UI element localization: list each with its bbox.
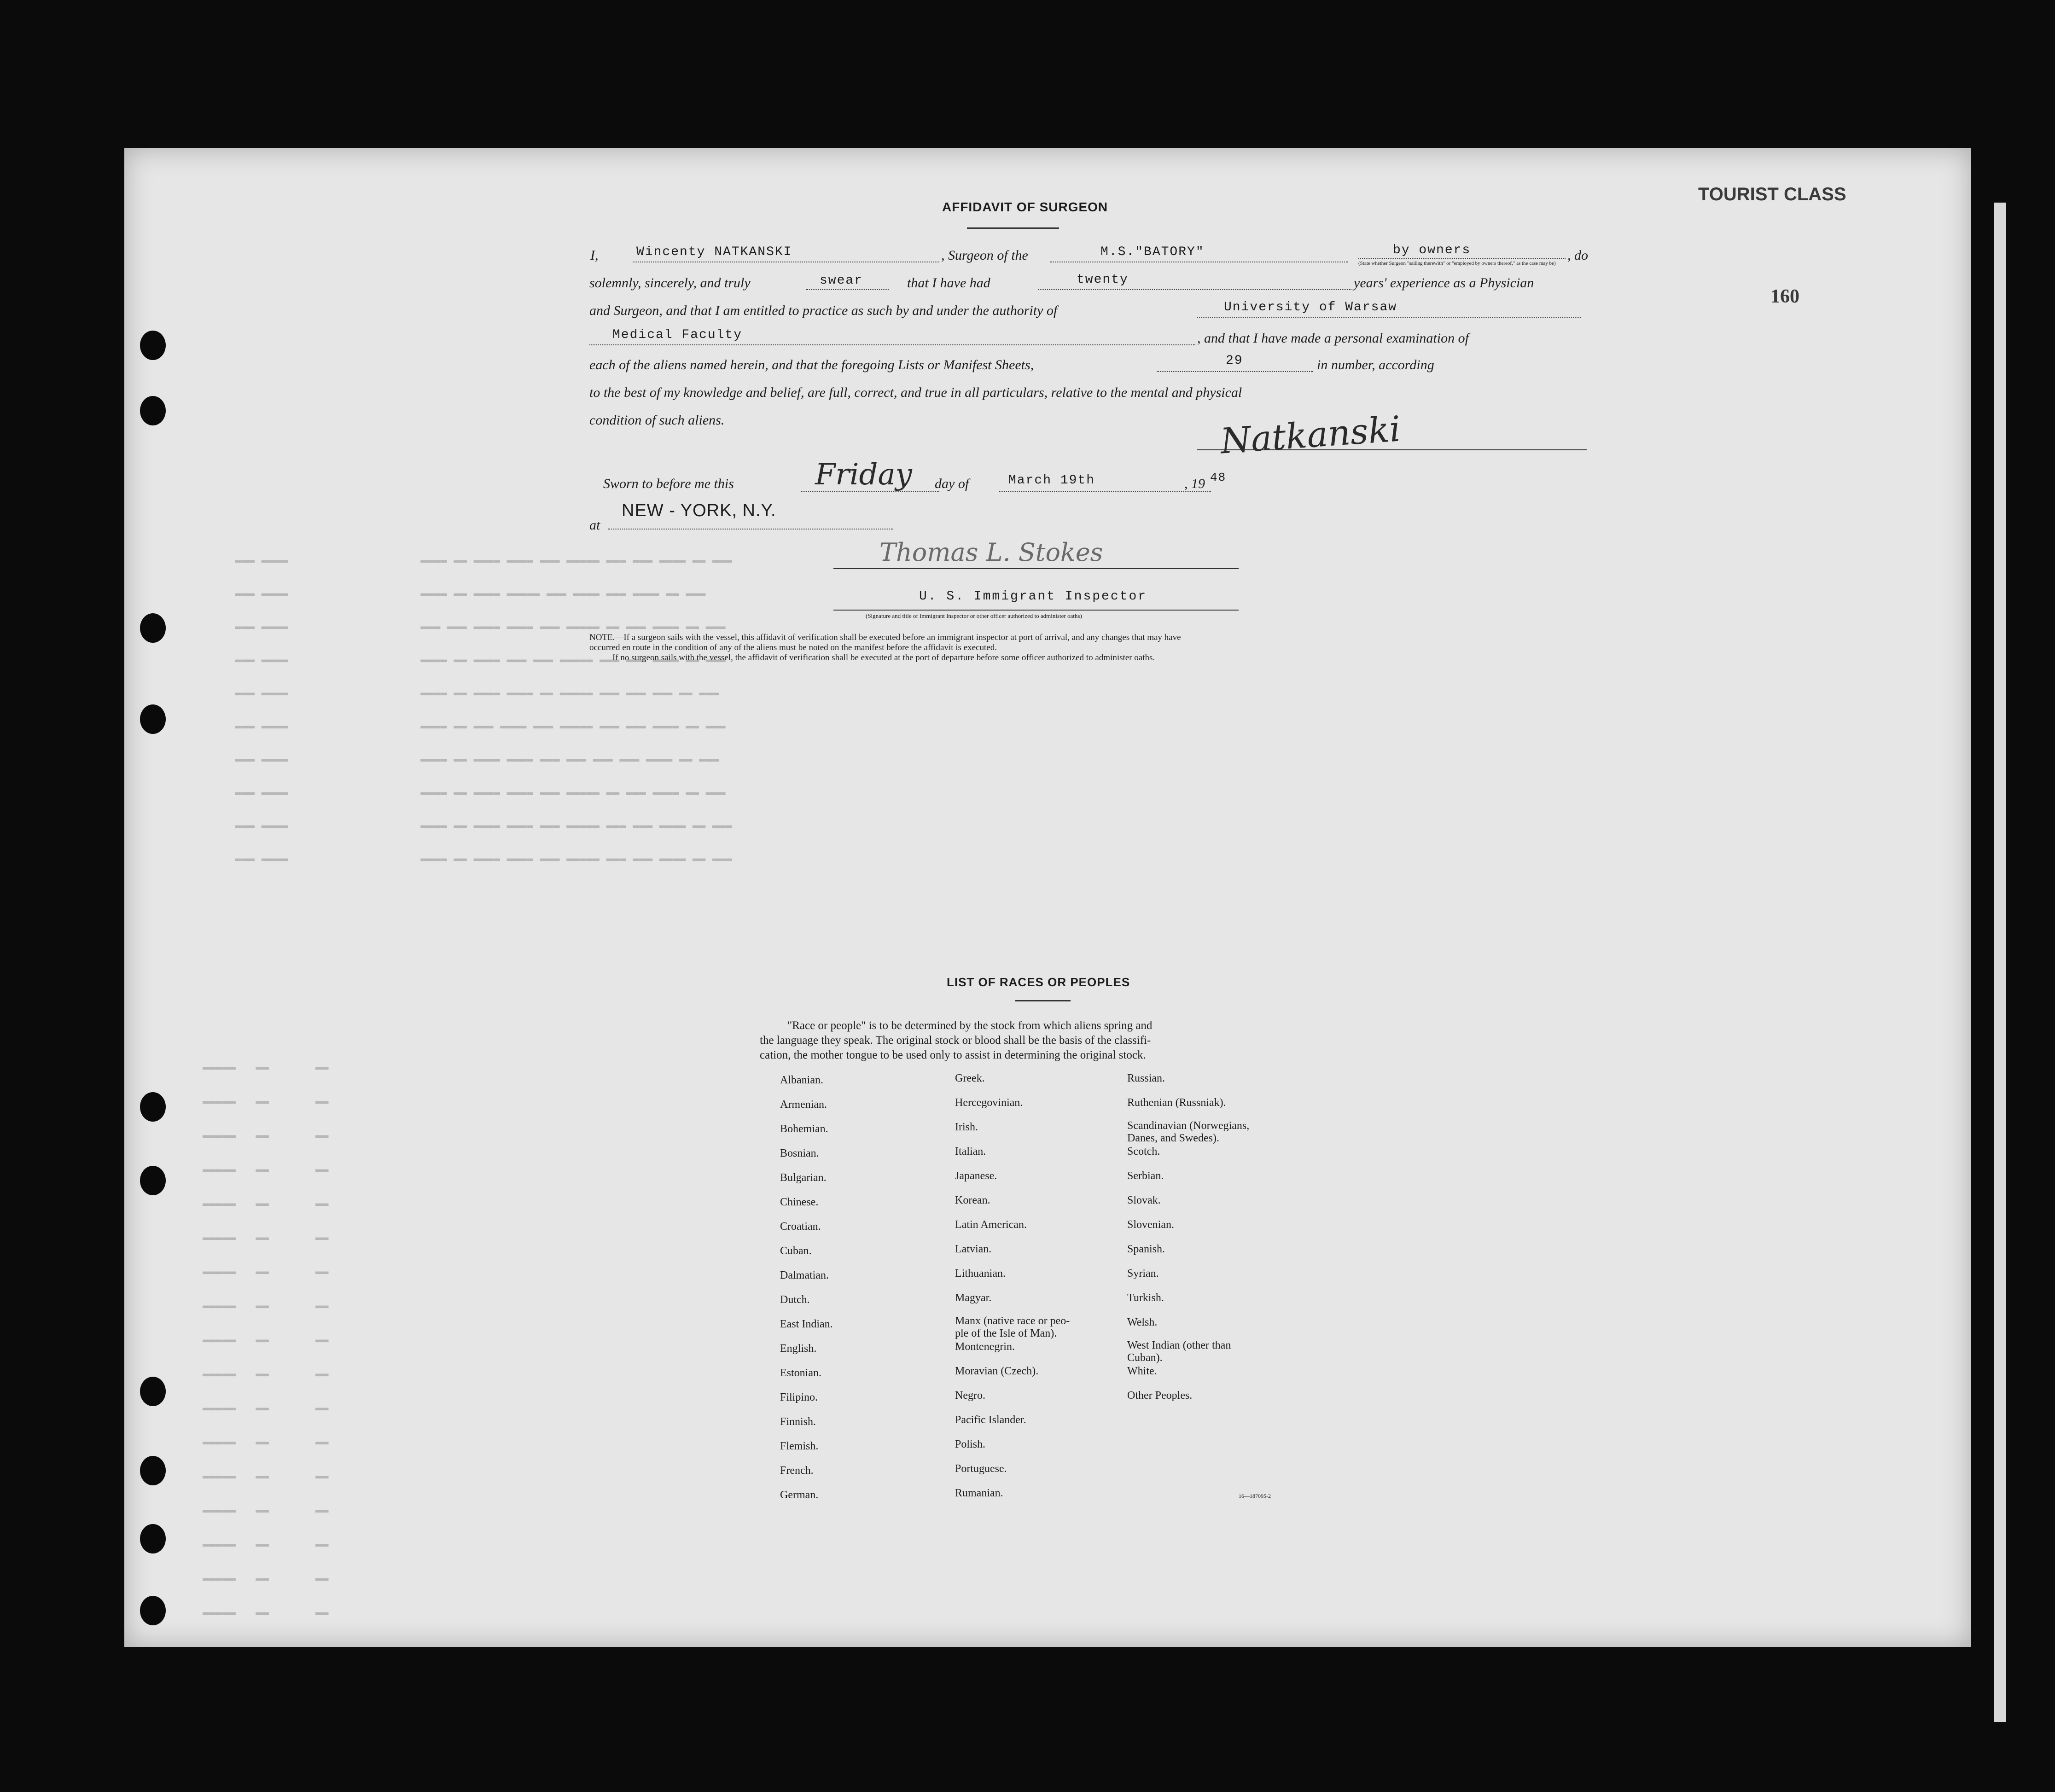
text-sworn: Sworn to before me this [603, 476, 734, 491]
signature-line [1197, 449, 1587, 450]
text-and-surgeon: and Surgeon, and that I am entitled to practice as such by and under the authority of [589, 303, 1058, 318]
race-item: Lithuanian. [955, 1268, 1006, 1280]
text-personal-exam: , and that I have made a personal examination of [1197, 331, 1469, 346]
text-day-of: day of [935, 476, 969, 491]
race-item: Italian. [955, 1146, 986, 1158]
race-item: Syrian. [1127, 1268, 1159, 1280]
punch-hole [140, 1092, 166, 1122]
employment-caption: (State whether Surgeon "sailing therewith" or "employed by owners thereof," as the case may be) [1358, 261, 1556, 266]
race-item: Turkish. [1127, 1292, 1164, 1304]
punch-hole [140, 331, 166, 360]
race-item: German. [780, 1489, 819, 1501]
surgeon-signature: Natkanski [1219, 408, 1402, 462]
race-item: Latin American. [955, 1219, 1027, 1231]
employment: by owners [1393, 243, 1471, 257]
races-title-underline [1015, 1000, 1071, 1001]
fill-rule [1197, 317, 1581, 318]
text-year-prefix: , 19 [1184, 476, 1205, 491]
fill-rule [1358, 258, 1566, 259]
race-item: Cuban. [780, 1245, 812, 1257]
text-do: , do [1567, 248, 1588, 263]
inspector-caption: (Signature and title of Immigrant Inspector or other officer authorized to administer oaths) [866, 612, 1082, 619]
affidavit-note [589, 633, 1602, 663]
race-item: White. [1127, 1365, 1157, 1377]
race-item: English. [780, 1343, 817, 1355]
vessel-name: M.S."BATORY" [1100, 245, 1205, 259]
inspector-signature: Thomas L. Stokes [879, 538, 1103, 567]
text-i: I, [590, 248, 599, 263]
sworn-place: NEW - YORK, N.Y. [622, 501, 776, 520]
film-edge [1994, 203, 2006, 1722]
races-column-3 [1127, 1066, 1249, 1408]
punch-hole [140, 1596, 166, 1625]
text-solemnly: solemnly, sincerely, and truly [589, 275, 751, 291]
punch-hole [140, 396, 166, 425]
race-item: Irish. [955, 1121, 978, 1133]
race-item: Montenegrin. [955, 1341, 1015, 1353]
text-surgeon-of: , Surgeon of the [941, 248, 1028, 263]
race-item: Spanish. [1127, 1243, 1165, 1255]
race-item: Latvian. [955, 1243, 992, 1255]
race-item: Welsh. [1127, 1316, 1158, 1328]
inspector-title: U. S. Immigrant Inspector [919, 589, 1147, 604]
race-item: Ruthenian (Russniak). [1127, 1097, 1226, 1109]
race-item: Chinese. [780, 1196, 819, 1208]
note-line-2: occurred en route in the condition of any of the aliens must be noted on the manifest before the affidavit is executed. [589, 643, 997, 652]
punch-hole [140, 613, 166, 643]
race-item: Manx (native race or peo- ple of the Isle of Man). [955, 1315, 1070, 1339]
race-item: Pacific Islander. [955, 1414, 1026, 1426]
fill-rule [1157, 371, 1313, 372]
races-intro-line-3: cation, the mother tongue to be used only to assist in determining the original stock. [760, 1049, 1146, 1061]
races-intro [760, 1018, 1404, 1063]
fill-rule [801, 491, 939, 492]
fill-rule [1038, 289, 1351, 290]
fill-rule [999, 491, 1211, 492]
race-item: Scandinavian (Norwegians, Danes, and Swedes). [1127, 1120, 1250, 1144]
note-line-1: NOTE.—If a surgeon sails with the vessel, this affidavit of verification shall be executed before an immigrant inspector at port of arrival, and any changes that may have [589, 633, 1181, 642]
sheet-count: 29 [1226, 354, 1243, 368]
race-item: Dalmatian. [780, 1269, 829, 1281]
sworn-year: 48 [1210, 471, 1227, 484]
title-underline [967, 227, 1059, 229]
affidavit-title: AFFIDAVIT OF SURGEON [942, 200, 1108, 214]
fill-rule [806, 289, 889, 290]
race-item: Albanian. [780, 1074, 823, 1086]
text-at: at [589, 518, 600, 533]
race-item: Flemish. [780, 1440, 819, 1452]
text-best-knowledge: to the best of my knowledge and belief, are full, correct, and true in all particulars, relative to the mental and physical [589, 385, 1242, 400]
race-item: Moravian (Czech). [955, 1365, 1039, 1377]
race-item: Rumanian. [955, 1487, 1003, 1499]
race-item: Other Peoples. [1127, 1390, 1193, 1402]
race-item: Bohemian. [780, 1123, 828, 1135]
race-item: Scotch. [1127, 1146, 1160, 1158]
race-item: Dutch. [780, 1294, 810, 1306]
punch-hole [140, 1456, 166, 1485]
punch-hole [140, 704, 166, 734]
race-item: East Indian. [780, 1318, 833, 1330]
races-title: LIST OF RACES OR PEOPLES [947, 975, 1130, 989]
title-line [833, 610, 1239, 611]
authority-line-2: Medical Faculty [612, 328, 743, 342]
race-item: Greek. [955, 1072, 985, 1084]
text-in-number: in number, according [1317, 357, 1434, 372]
race-item: French. [780, 1465, 814, 1477]
page-number: 160 [1770, 286, 1799, 307]
race-item: Japanese. [955, 1170, 997, 1182]
race-item: Russian. [1127, 1072, 1165, 1084]
race-item: Portuguese. [955, 1463, 1007, 1475]
race-item: Serbian. [1127, 1170, 1164, 1182]
sworn-month: March 19th [1008, 473, 1095, 488]
fill-rule [589, 344, 1195, 345]
race-item: Hercegovinian. [955, 1097, 1023, 1109]
form-number: 16—187095-2 [1239, 1493, 1271, 1499]
class-label: TOURIST CLASS [1698, 184, 1846, 204]
races-column-2 [955, 1066, 1070, 1506]
race-item: Polish. [955, 1438, 986, 1450]
race-item: Bosnian. [780, 1147, 819, 1159]
races-intro-line-1: "Race or people" is to be determined by the stock from which aliens spring and [787, 1019, 1153, 1032]
races-intro-line-2: the language they speak. The original stock or blood shall be the basis of the classifi- [760, 1034, 1151, 1047]
punch-hole [140, 1524, 166, 1553]
text-years-experience: years' experience as a Physician [1354, 275, 1534, 291]
race-item: Armenian. [780, 1099, 827, 1111]
surgeon-name: Wincenty NATKANSKI [636, 245, 792, 259]
races-column-1 [780, 1068, 833, 1507]
race-item: Bulgarian. [780, 1172, 827, 1184]
text-each-alien: each of the aliens named herein, and that the foregoing Lists or Manifest Sheets, [589, 357, 1034, 372]
punch-hole [140, 1166, 166, 1195]
years-experience: twenty [1077, 273, 1129, 287]
note-line-3: If no surgeon sails with the vessel, the affidavit of verification shall be executed at the port of departure before some officer authorized to administer oaths. [612, 653, 1155, 663]
race-item: West Indian (other than Cuban). [1127, 1339, 1231, 1364]
race-item: Finnish. [780, 1416, 816, 1428]
race-item: Magyar. [955, 1292, 992, 1304]
race-item: Slovenian. [1127, 1219, 1174, 1231]
race-item: Croatian. [780, 1221, 821, 1233]
race-item: Filipino. [780, 1391, 818, 1403]
sworn-day: Friday [815, 458, 912, 492]
bleed-through: ▬▬▬ ▬▬▬▬ ▬▬▬▬ ▬▬ ▬▬▬▬ ▬▬▬▬ ▬▬▬ ▬▬▬▬▬ ▬▬▬ ▬▬▬ ▬▬▬▬ ▬▬ ▬▬▬ ▬▬▬ ▬▬▬▬ ▬▬▬▬ ▬▬ ▬▬▬▬ ▬▬▬▬▬ ▬▬▬ ▬▬▬▬ ▬▬▬ ▬▬▬▬ ▬▬ ▬▬▬ ▬▬▬ ▬▬▬▬ ▬▬▬ ▬▬▬ ▬▬▬▬ ▬▬▬▬ ▬▬▬ ▬▬▬▬▬ ▬▬ ▬▬▬ ▬▬▬▬ ▬▬ ▬▬▬ ▬▬▬ ▬▬▬▬ ▬▬▬▬ ▬▬ ▬▬▬▬ ▬▬▬ ▬▬▬ ▬▬▬▬▬ ▬▬▬ ▬▬▬ ▬▬▬▬ ▬▬ ▬▬▬ ▬▬▬ ▬▬▬▬ ▬▬▬▬ ▬▬ ▬▬▬▬ ▬▬▬▬ ▬▬ ▬▬▬▬▬ ▬▬▬ ▬▬▬ ▬▬▬ ▬▬ ▬▬▬ ▬▬▬ ▬▬▬▬ ▬▬▬▬ ▬▬ ▬▬▬ ▬▬▬▬ ▬▬▬ ▬▬▬▬▬ ▬▬▬ ▬▬▬ ▬▬▬▬ ▬▬ ▬▬▬ ▬▬▬ ▬▬▬▬ ▬▬▬▬ ▬▬ ▬▬▬▬ ▬▬▬▬ ▬▬▬ ▬▬▬ ▬▬▬ ▬▬▬ ▬▬▬▬ ▬▬ ▬▬▬ ▬▬▬ ▬▬▬▬ ▬▬▬▬ ▬▬ ▬▬▬▬ ▬▬▬▬ ▬▬▬ ▬▬▬▬▬ ▬▬ ▬▬▬ ▬▬▬▬ ▬▬ ▬▬▬ ▬▬▬ ▬▬▬▬ ▬▬▬▬ ▬▬ ▬▬▬▬ ▬▬▬▬ ▬▬▬ ▬▬▬▬▬ ▬▬▬ ▬▬▬ ▬▬▬▬ ▬▬ ▬▬▬ ▬▬▬ ▬▬▬▬ ▬▬▬▬ ▬▬ ▬▬▬▬ ▬▬▬▬ ▬▬▬ ▬▬▬▬▬ ▬▬▬ ▬▬▬ ▬▬▬▬ ▬▬ ▬▬▬ [235, 554, 733, 865]
bleed-through: ▬▬▬▬▬ ▬▬ ▬▬ ▬▬▬▬▬ ▬▬ ▬▬ ▬▬▬▬▬ ▬▬ ▬▬ ▬▬▬▬▬ ▬▬ ▬▬ ▬▬▬▬▬ ▬▬ ▬▬ ▬▬▬▬▬ ▬▬ ▬▬ ▬▬▬▬▬ ▬▬ ▬▬ ▬▬▬▬▬ ▬▬ ▬▬ ▬▬▬▬▬ ▬▬ ▬▬ ▬▬▬▬▬ ▬▬ ▬▬ ▬▬▬▬▬ ▬▬ ▬▬ ▬▬▬▬▬ ▬▬ ▬▬ ▬▬▬▬▬ ▬▬ ▬▬ ▬▬▬▬▬ ▬▬ ▬▬ ▬▬▬▬▬ ▬▬ ▬▬ ▬▬▬▬▬ ▬▬ ▬▬ ▬▬▬▬▬ ▬▬ ▬▬ [203, 1061, 329, 1619]
race-item: Estonian. [780, 1367, 821, 1379]
race-item: Negro. [955, 1390, 985, 1402]
text-condition: condition of such aliens. [589, 413, 725, 428]
document-page [124, 148, 1971, 1647]
punch-hole [140, 1377, 166, 1406]
race-item: Slovak. [1127, 1194, 1161, 1206]
text-that-i-have-had: that I have had [907, 275, 990, 291]
authority-line-1: University of Warsaw [1224, 300, 1397, 314]
oath-type: swear [820, 273, 863, 288]
race-item: Korean. [955, 1194, 990, 1206]
signature-line [833, 568, 1239, 569]
